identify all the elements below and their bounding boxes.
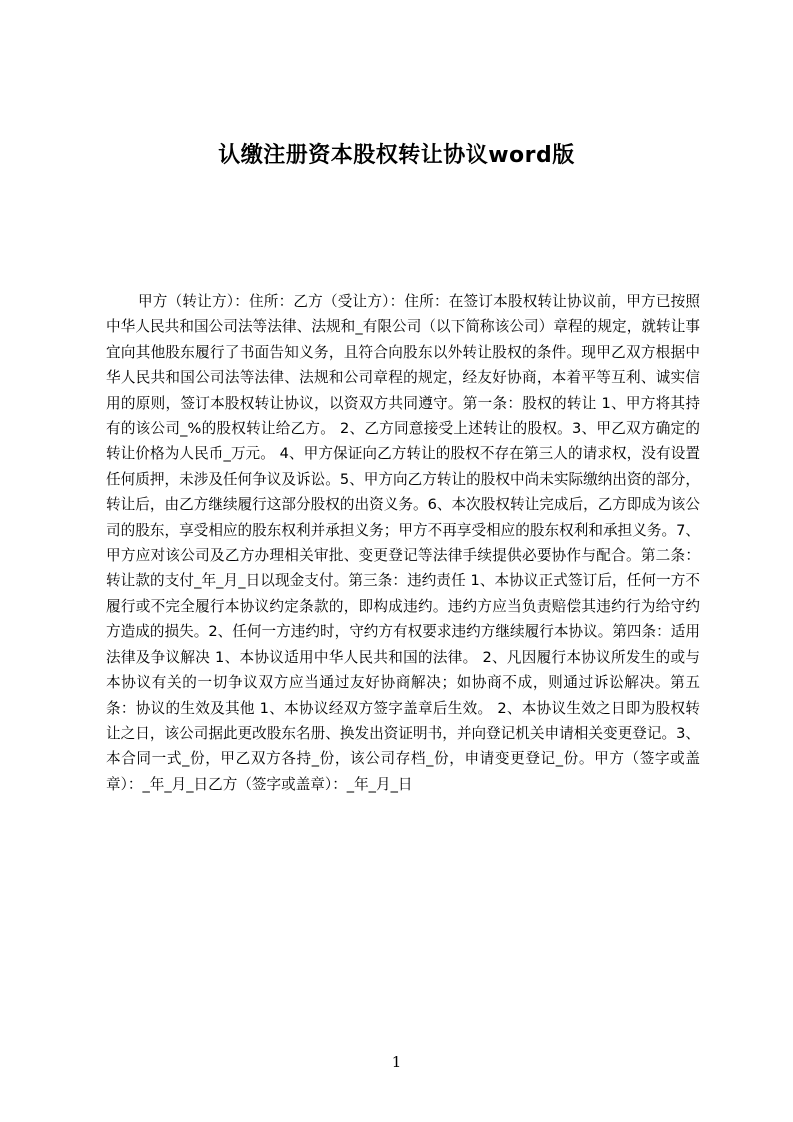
- document-title: 认缴注册资本股权转让协议word版: [218, 143, 575, 168]
- agreement-body-text: 甲方（转让方）：住所：乙方（受让方）：住所：在签订本股权转让协议前，甲方已按照中华人民共和国公司法等法律、法规和_有限公司（以下简称该公司）章程的规定，就转让事宜向其他股东履行了书面告知义务，且符合向股东以外转让股权的条件。现甲乙双方根据中华人民共和国公司法等法律、法规和公司章程的规定，经友好协商，本着平等互利、诚实信用的原则，签订本股权转让协议，以资双方共同遵守。第一条：股权的转让 1、甲方将其持有的该公司_%的股权转让给乙方。 2、乙方同意接受上述转让的股权。3、甲乙双方确定的转让价格为人民币_万元。 4、甲方保证向乙方转让的股权不存在第三人的请求权，没有设置任何质押，未涉及任何争议及诉讼。5、甲方向乙方转让的股权中尚未实际缴纳出资的部分，转让后，由乙方继续履行这部分股权的出资义务。6、本次股权转让完成后，乙方即成为该公司的股东，享受相应的股东权利并承担义务；甲方不再享受相应的股东权利和承担义务。7、甲方应对该公司及乙方办理相关审批、变更登记等法律手续提供必要协作与配合。第二条：转让款的支付_年_月_日以现金支付。第三条：违约责任 1、本协议正式签订后，任何一方不履行或不完全履行本协议约定条款的，即构成违约。违约方应当负责赔偿其违约行为给守约方造成的损失。2、任何一方违约时，守约方有权要求违约方继续履行本协议。第四条：适用法律及争议解决 1、本协议适用中华人民共和国的法律。 2、凡因履行本协议所发生的或与本协议有关的一切争议双方应当通过友好协商解决；如协商不成，则通过诉讼解决。第五条：协议的生效及其他 1、本协议经双方签字盖章后生效。 2、本协议生效之日即为股权转让之日，该公司据此更改股东名册、换发出资证明书，并向登记机关申请相关变更登记。3、本合同一式_份，甲乙双方各持_份，该公司存档_份，申请变更登记_份。甲方（签字或盖章）：_年_月_日乙方（签字或盖章）：_年_月_日: [106, 293, 700, 793]
- page-number: 1: [391, 1053, 402, 1071]
